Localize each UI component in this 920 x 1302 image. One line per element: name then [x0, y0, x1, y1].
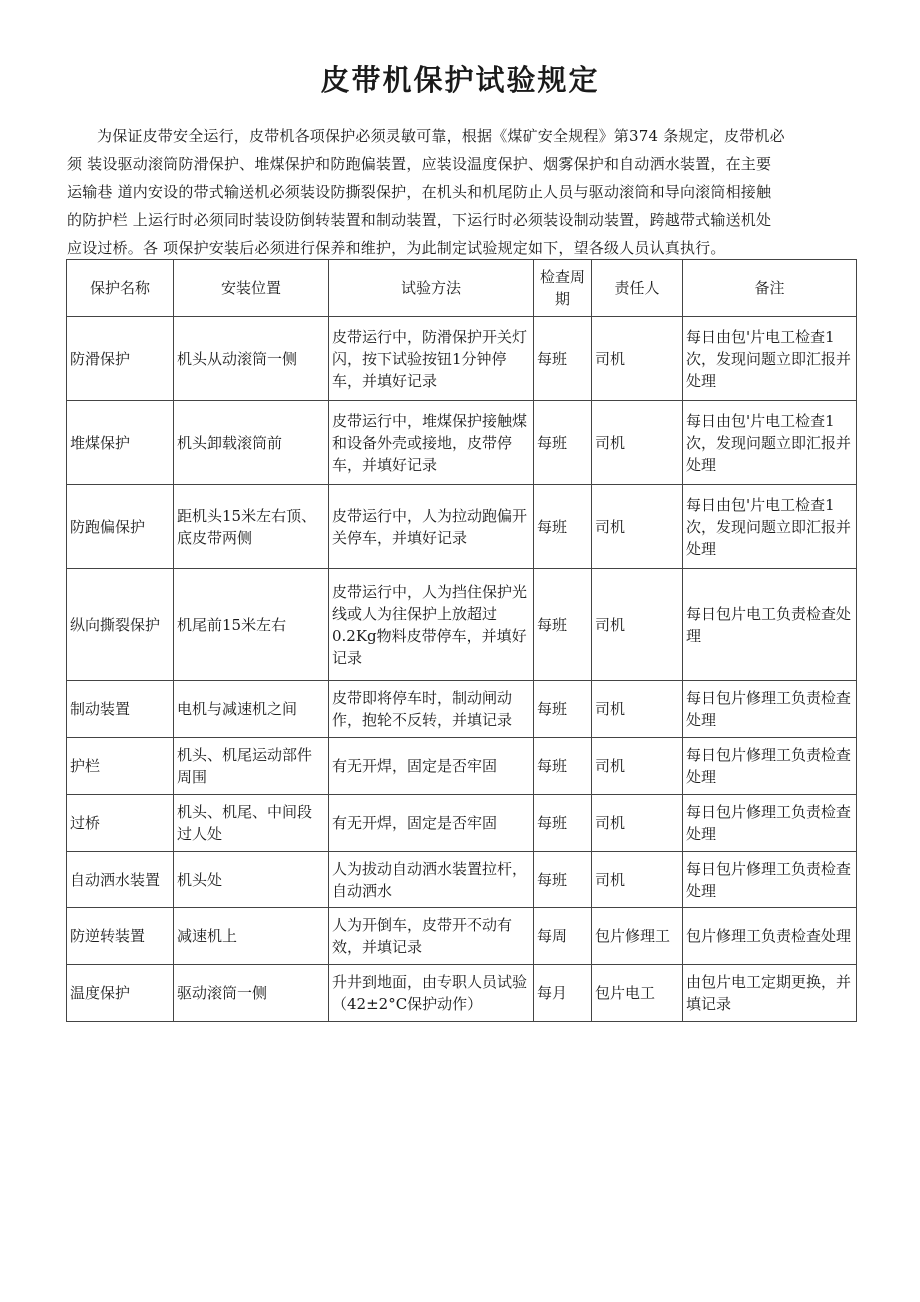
cell-method: 皮带运行中，人为拉动跑偏开关停车，并填好记录: [329, 485, 534, 569]
cell-name: 防逆转装置: [67, 908, 174, 965]
cell-method: 人为拔动自动洒水装置拉杆，自动洒水: [329, 852, 534, 908]
cell-remark: 包片修理工负责检查处理: [683, 908, 857, 965]
cell-location: 机头、机尾运动部件周围: [174, 738, 329, 795]
cell-cycle: 每班: [534, 738, 592, 795]
intro-line: 须 装设驱动滚筒防滑保护、堆煤保护和防跑偏装置，应装设温度保护、烟雾保护和自动洒水装置，在主要: [67, 155, 772, 173]
header-responsible: 责任人: [592, 260, 683, 317]
cell-cycle: 每班: [534, 681, 592, 738]
cell-name: 自动洒水装置: [67, 852, 174, 908]
table-row: [67, 852, 857, 908]
cell-name: 防滑保护: [67, 317, 174, 401]
cell-responsible: 司机: [592, 738, 683, 795]
cell-method: 人为开倒车，皮带开不动有效，并填记录: [329, 908, 534, 965]
cell-method: 皮带运行中，人为挡住保护光线或人为往保护上放超过0.2Kg物料皮带停车，并填好记录: [329, 569, 534, 681]
header-remark: 备注: [683, 260, 857, 317]
cell-name: 温度保护: [67, 965, 174, 1022]
intro-line: 运输巷 道内安设的带式输送机必须装设防撕裂保护，在机头和机尾防止人员与驱动滚筒和导向滚筒相接触: [67, 183, 772, 201]
table-row: [67, 485, 857, 569]
cell-name: 过桥: [67, 795, 174, 852]
cell-location: 机头、机尾、中间段过人处: [174, 795, 329, 852]
cell-location: 减速机上: [174, 908, 329, 965]
cell-remark: 每日由包'片电工检查1次，发现问题立即汇报并处理: [683, 401, 857, 485]
cell-responsible: 司机: [592, 569, 683, 681]
intro-paragraph: [67, 122, 857, 262]
cell-method: 升井到地面，由专职人员试验（42±2°C保护动作）: [329, 965, 534, 1022]
header-cycle: 检查周期: [534, 260, 592, 317]
cell-cycle: 每月: [534, 965, 592, 1022]
table-header-row: [67, 260, 857, 317]
table-row: [67, 317, 857, 401]
cell-remark: 每日包片修理工负责检查处理: [683, 852, 857, 908]
cell-name: 制动装置: [67, 681, 174, 738]
intro-line: 应设过桥。各 项保护安装后必须进行保养和维护，为此制定试验规定如下，望各级人员认真执行。: [67, 239, 726, 257]
cell-responsible: 司机: [592, 681, 683, 738]
cell-responsible: 司机: [592, 317, 683, 401]
cell-responsible: 司机: [592, 795, 683, 852]
cell-name: 堆煤保护: [67, 401, 174, 485]
cell-remark: 每日包片修理工负责检查处理: [683, 738, 857, 795]
cell-name: 纵向撕裂保护: [67, 569, 174, 681]
cell-responsible: 司机: [592, 485, 683, 569]
cell-location: 机尾前15米左右: [174, 569, 329, 681]
cell-responsible: 包片电工: [592, 965, 683, 1022]
header-method: 试验方法: [329, 260, 534, 317]
cell-name: 防跑偏保护: [67, 485, 174, 569]
cell-location: 机头处: [174, 852, 329, 908]
cell-remark: 每日由包'片电工检查1次，发现问题立即汇报并处理: [683, 485, 857, 569]
table-row: [67, 401, 857, 485]
cell-cycle: 每班: [534, 317, 592, 401]
cell-responsible: 司机: [592, 852, 683, 908]
table-row: [67, 681, 857, 738]
cell-location: 机头从动滚筒一侧: [174, 317, 329, 401]
cell-responsible: 司机: [592, 401, 683, 485]
header-name: 保护名称: [67, 260, 174, 317]
cell-name: 护栏: [67, 738, 174, 795]
cell-method: 皮带运行中，防滑保护开关灯闪，按下试验按钮1分钟停车，并填好记录: [329, 317, 534, 401]
cell-location: 驱动滚筒一侧: [174, 965, 329, 1022]
intro-line: 为保证皮带安全运行，皮带机各项保护必须灵敏可靠，根据《煤矿安全规程》第374 条规定，皮带机必: [97, 127, 785, 145]
intro-line: 的防护栏 上运行时必须同时装设防倒转装置和制动装置，下运行时必须装设制动装置，跨越带式输送机处: [67, 211, 772, 229]
table-row: [67, 738, 857, 795]
protection-test-table: [66, 259, 857, 1022]
cell-method: 皮带即将停车时，制动闸动作，抱轮不反转，并填记录: [329, 681, 534, 738]
cell-location: 距机头15米左右顶、底皮带两侧: [174, 485, 329, 569]
cell-method: 有无开焊，固定是否牢固: [329, 795, 534, 852]
cell-method: 皮带运行中，堆煤保护接触煤和设备外壳或接地，皮带停车，并填好记录: [329, 401, 534, 485]
cell-cycle: 每班: [534, 485, 592, 569]
cell-location: 机头卸载滚筒前: [174, 401, 329, 485]
cell-cycle: 每班: [534, 401, 592, 485]
header-location: 安装位置: [174, 260, 329, 317]
table-row: [67, 569, 857, 681]
cell-cycle: 每班: [534, 795, 592, 852]
cell-remark: 每日包片电工负责检查处理: [683, 569, 857, 681]
cell-remark: 每日包片修理工负责检查处理: [683, 681, 857, 738]
cell-responsible: 包片修理工: [592, 908, 683, 965]
cell-remark: 由包片电工定期更换，并填记录: [683, 965, 857, 1022]
cell-location: 电机与减速机之间: [174, 681, 329, 738]
cell-cycle: 每班: [534, 569, 592, 681]
document-title: 皮带机保护试验规定: [320, 63, 600, 97]
cell-remark: 每日包片修理工负责检查处理: [683, 795, 857, 852]
table-row: [67, 908, 857, 965]
cell-remark: 每日由包'片电工检查1次，发现问题立即汇报并处理: [683, 317, 857, 401]
cell-method: 有无开焊，固定是否牢固: [329, 738, 534, 795]
cell-cycle: 每班: [534, 852, 592, 908]
table-row: [67, 965, 857, 1022]
table-row: [67, 795, 857, 852]
cell-cycle: 每周: [534, 908, 592, 965]
